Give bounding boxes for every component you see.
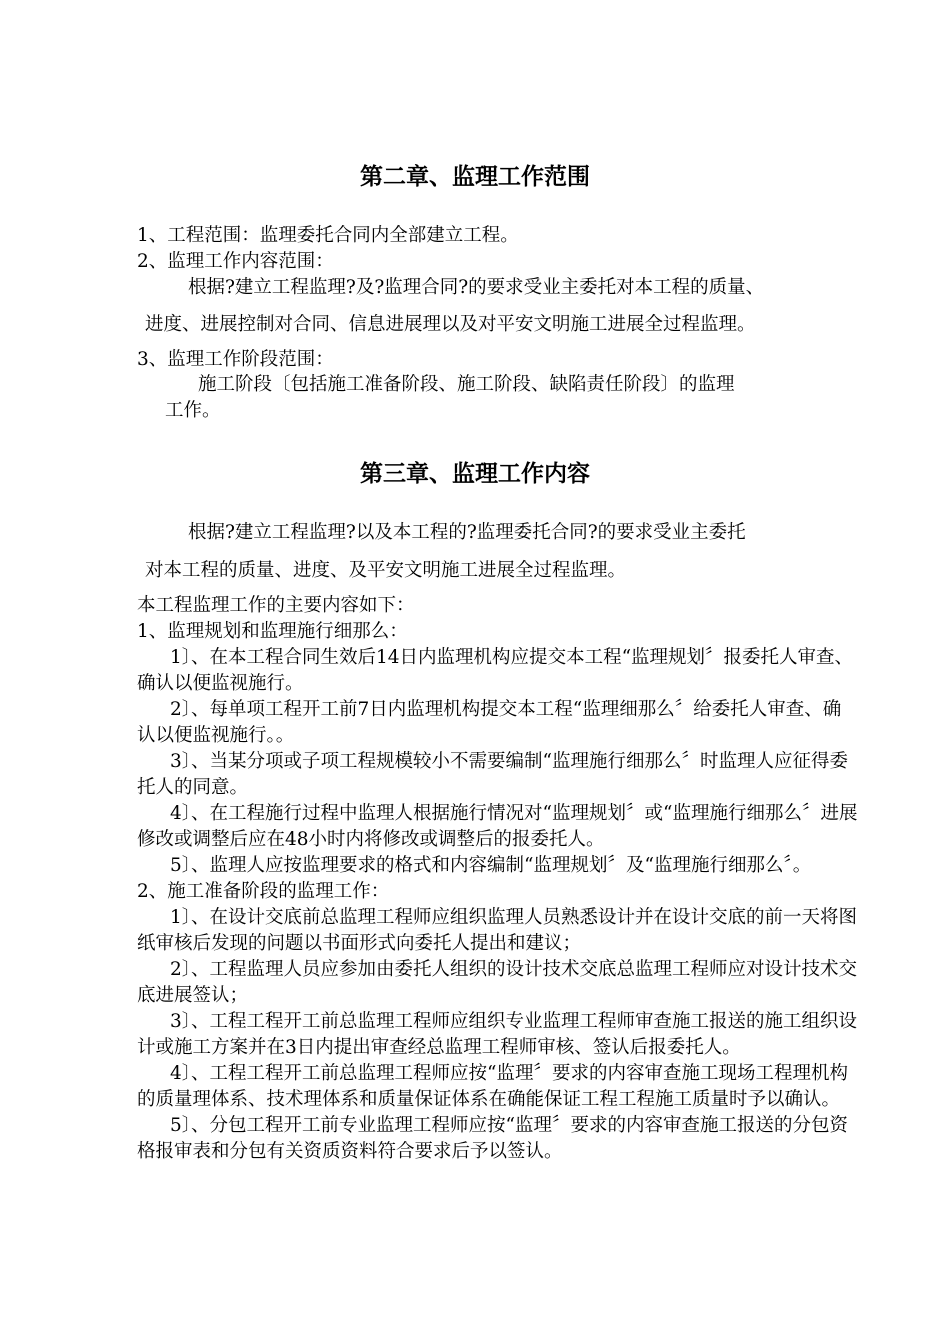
- scope-item-1: 1、工程范围：监理委托合同内全部建立工程。: [137, 225, 519, 246]
- section2-item-3: 3〕、工程工程开工前总监理工程师应组织专业监理工程师审查施工报送的施工组织设计或施工方案并在3日内提出审查经总监理工程师审核、签认后报委托人。: [137, 1011, 858, 1058]
- section1-item-2: 2〕、每单项工程开工前7日内监理机构提交本工程“监理细那么〞给委托人审查、确认以便监视施行。。: [137, 699, 842, 746]
- chapter2-title: 第二章、监理工作范围: [360, 164, 590, 190]
- section2-item-1: 1〕、在设计交底前总监理工程师应组织监理人员熟悉设计并在设计交底的前一天将图纸审核后发现的问题以书面形式向委托人提出和建议；: [137, 907, 858, 954]
- section1-item-4: 4〕、在工程施行过程中监理人根据施行情况对“监理规划〞或“监理施行细那么〞进展修改或调整后应在48小时内将修改或调整后的报委托人。: [137, 803, 858, 850]
- scope-item-3: 3、监理工作阶段范围：: [137, 349, 334, 370]
- chapter3-intro-line1: 根据?建立工程监理?以及本工程的?监理委托合同?的要求受业主委托: [188, 522, 746, 543]
- main-content-label: 本工程监理工作的主要内容如下：: [137, 595, 415, 616]
- scope-item-3-body-line1: 施工阶段〔包括施工准备阶段、施工阶段、缺陷责任阶段〕的监理: [198, 374, 735, 395]
- section2-item-4: 4〕、工程工程开工前总监理工程师应按“监理〞要求的内容审查施工现场工程理机构的质量理体系、技术理体系和质量保证体系在确能保证工程工程施工质量时予以确认。: [137, 1063, 848, 1110]
- section1-item-5: 5〕、监理人应按监理要求的格式和内容编制“监理规划〞及“监理施行细那么〞。: [170, 855, 812, 876]
- chapter3-title: 第三章、监理工作内容: [360, 461, 590, 487]
- section2-item-5: 5〕、分包工程开工前专业监理工程师应按“监理〞要求的内容审查施工报送的分包资格报审表和分包有关资质资料符合要求后予以签认。: [137, 1115, 848, 1162]
- scope-item-3-body-line2: 工作。: [165, 400, 221, 421]
- scope-item-2-body-line2: 进度、进展控制对合同、信息进展理以及对平安文明施工进展全过程监理。: [145, 314, 756, 335]
- section1-item-1: 1〕、在本工程合同生效后14日内监理机构应提交本工程“监理规划〞报委托人审查、确认以便监视施行。: [137, 647, 854, 694]
- section1: [137, 619, 859, 1165]
- section1-title: 1、监理规划和监理施行细那么：: [137, 621, 408, 642]
- chapter3-intro-line2: 对本工程的质量、进度、及平安文明施工进展全过程监理。: [145, 560, 627, 581]
- section2-title: 2、施工准备阶段的监理工作：: [137, 881, 390, 902]
- section1-item-3: 3〕、当某分项或子项工程规模较小不需要编制“监理施行细那么〞时监理人应征得委托人的同意。: [137, 751, 848, 798]
- scope-item-2-body-line1: 根据?建立工程监理?及?监理合同?的要求受业主委托对本工程的质量、: [188, 277, 765, 298]
- section2-item-2: 2〕、工程监理人员应参加由委托人组织的设计技术交底总监理工程师应对设计技术交底进展签认；: [137, 959, 858, 1006]
- scope-item-2: 2、监理工作内容范围：: [137, 251, 334, 272]
